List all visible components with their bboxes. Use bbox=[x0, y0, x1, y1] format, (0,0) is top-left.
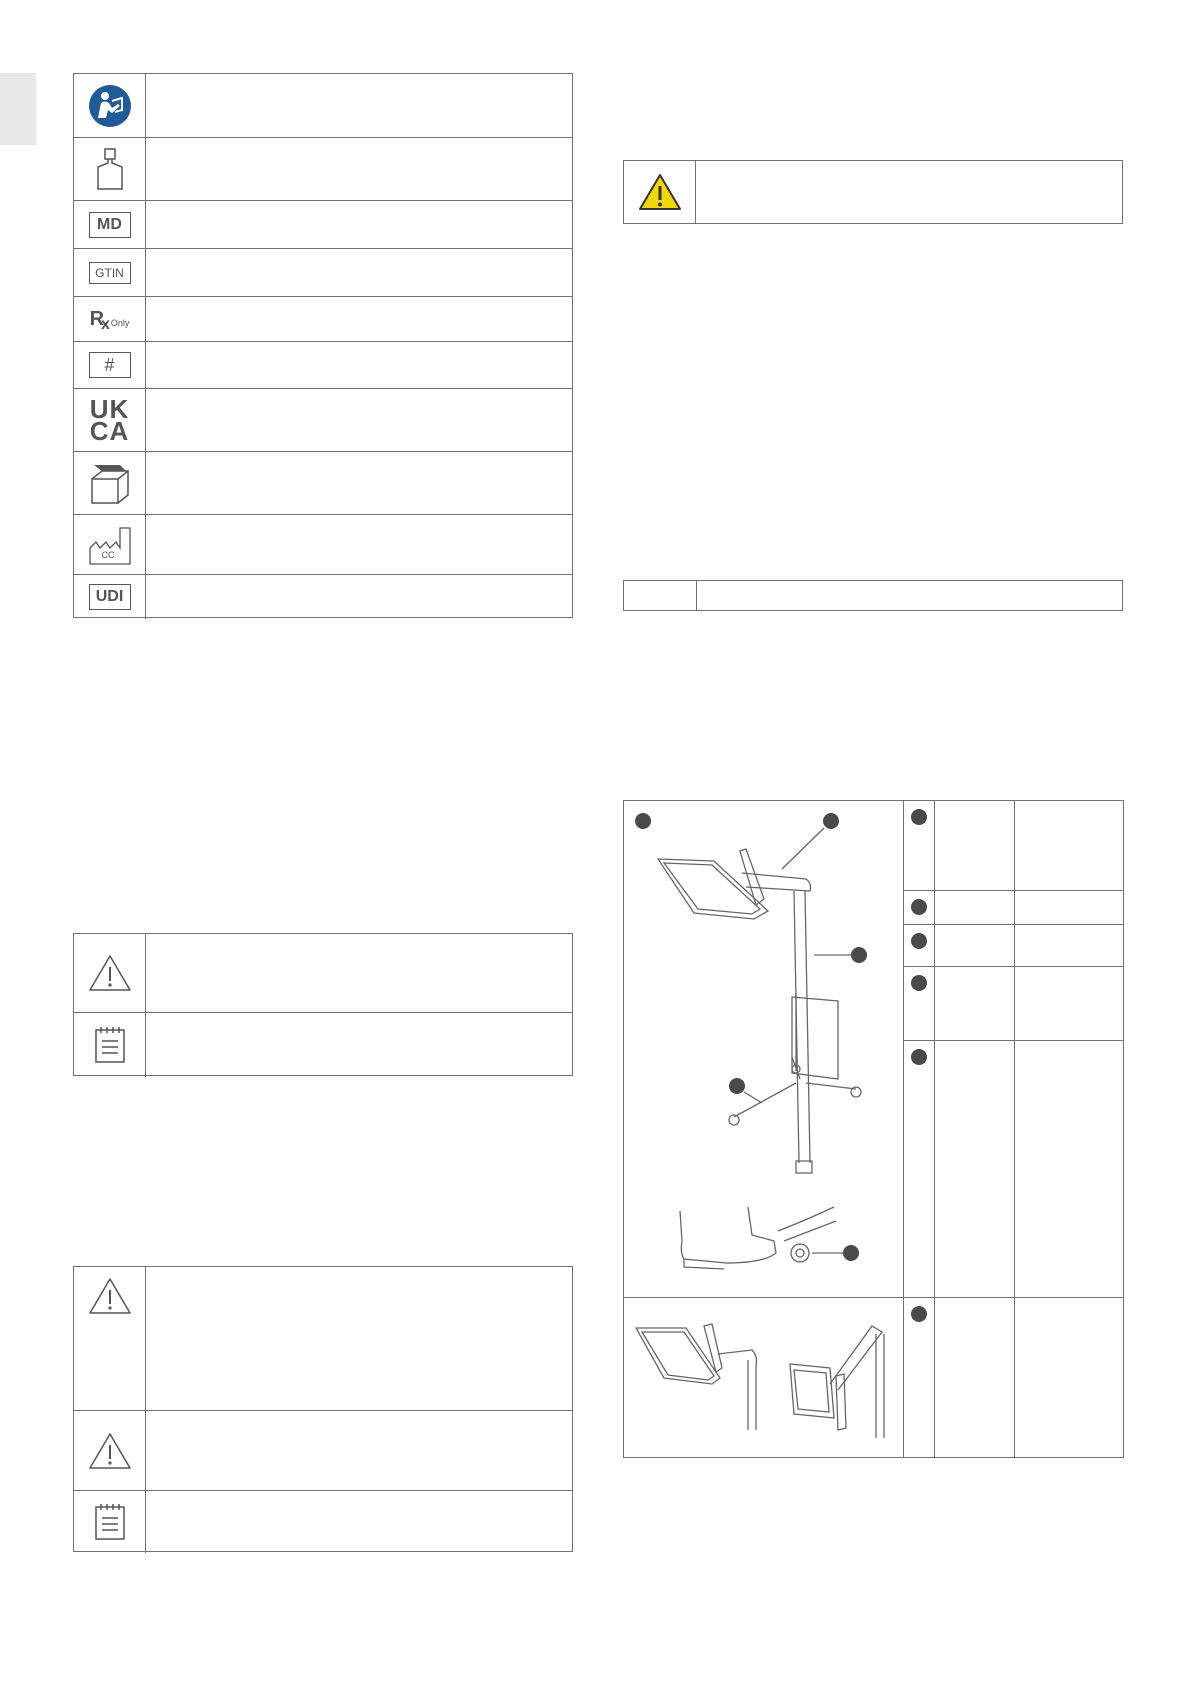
read-manual-icon bbox=[88, 84, 132, 128]
notice-row bbox=[74, 1490, 572, 1553]
notice-row bbox=[74, 1410, 572, 1490]
symbol-row bbox=[74, 137, 572, 200]
ukca-icon bbox=[89, 394, 130, 446]
symbol-row bbox=[74, 388, 572, 451]
cart-stand-illustration bbox=[624, 801, 903, 1297]
notice-table-1 bbox=[73, 933, 573, 1076]
symbols-table bbox=[73, 73, 573, 618]
language-tab[interactable] bbox=[0, 73, 36, 145]
package-icon bbox=[88, 461, 132, 505]
ukca-top: UK bbox=[89, 394, 130, 424]
note-icon bbox=[94, 1026, 126, 1064]
warning-icon bbox=[88, 1277, 132, 1315]
item-marker bbox=[911, 809, 927, 825]
symbol-row bbox=[74, 74, 572, 137]
notice-row bbox=[74, 934, 572, 1012]
udi-badge: UDI bbox=[89, 584, 131, 610]
rx-only-label: Only bbox=[110, 318, 130, 328]
item-marker bbox=[911, 975, 927, 991]
symbol-row bbox=[74, 200, 572, 248]
warning-yellow-icon bbox=[638, 172, 682, 212]
warning-icon bbox=[88, 954, 132, 992]
notice-row bbox=[74, 1012, 572, 1077]
country-code-label: CC bbox=[101, 549, 115, 560]
item-marker bbox=[911, 899, 927, 915]
rx-letter-x: x bbox=[101, 316, 110, 333]
item-marker bbox=[911, 1306, 927, 1322]
weight-icon bbox=[95, 147, 125, 191]
symbol-row bbox=[74, 296, 572, 341]
symbol-row bbox=[74, 248, 572, 296]
manufacture-country-icon bbox=[88, 524, 132, 566]
symbol-row bbox=[74, 574, 572, 619]
warning-box bbox=[623, 160, 1123, 224]
symbol-row bbox=[74, 451, 572, 514]
gtin-badge: GTIN bbox=[89, 262, 131, 284]
note-icon bbox=[94, 1503, 126, 1541]
item-marker bbox=[911, 933, 927, 949]
screen-positions-illustration bbox=[624, 1298, 903, 1458]
item-marker bbox=[911, 1049, 927, 1065]
empty-row-table bbox=[623, 580, 1123, 611]
hash-badge: # bbox=[89, 352, 131, 378]
md-badge: MD bbox=[89, 212, 131, 238]
ukca-bottom: CA bbox=[89, 416, 130, 446]
rx-only-icon bbox=[89, 308, 130, 333]
symbol-row bbox=[74, 514, 572, 574]
rx-letter-r: R bbox=[89, 308, 105, 330]
notice-row bbox=[74, 1267, 572, 1410]
warning-icon bbox=[88, 1432, 132, 1470]
notice-table-2 bbox=[73, 1266, 573, 1552]
components-table bbox=[623, 800, 1124, 1458]
symbol-row bbox=[74, 341, 572, 388]
